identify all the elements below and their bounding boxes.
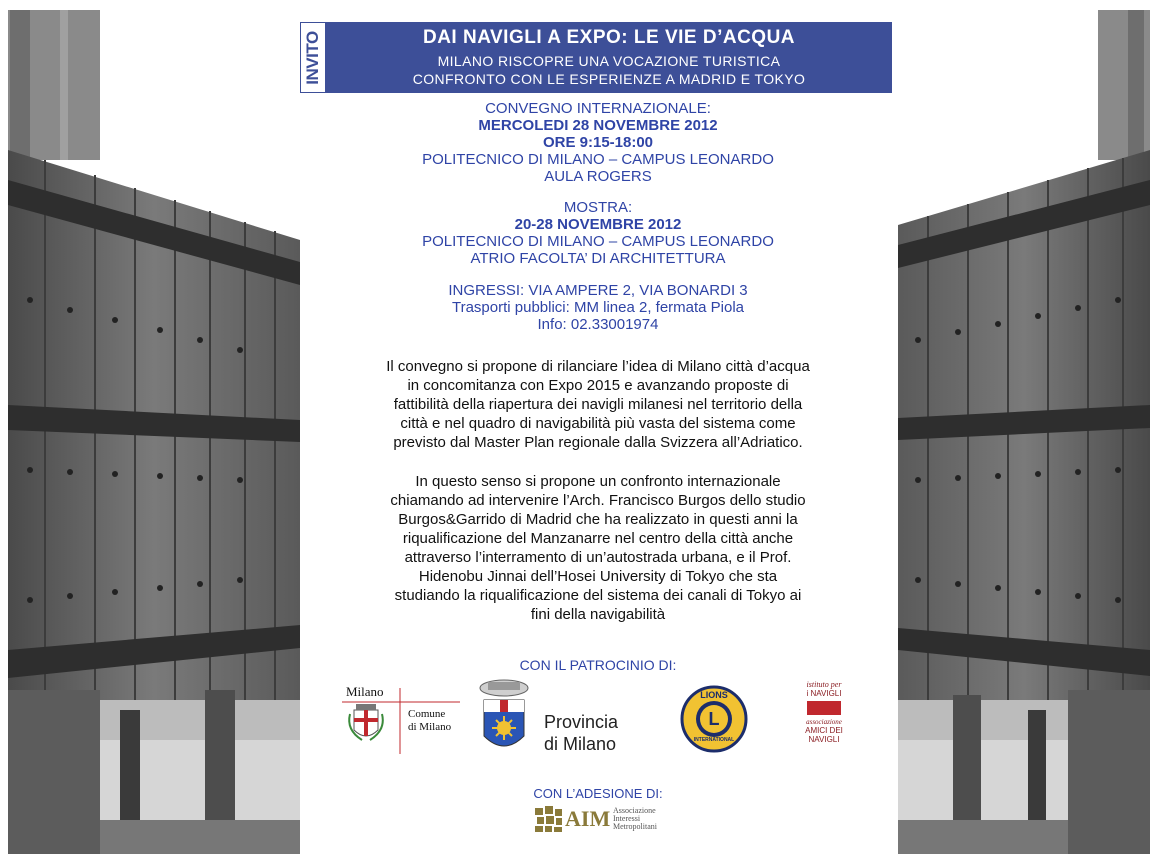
trasporti-text: Trasporti pubblici: MM linea 2, fermata Piola <box>451 299 745 316</box>
comune-line2: di Milano <box>408 721 452 733</box>
comune-line1: Comune <box>408 708 446 720</box>
paragraph-line: studiando la riqualificazione del sistema dei canali di Tokyo ai <box>394 587 802 604</box>
event-subtitle-2: CONFRONTO CON LE ESPERIENZE A MADRID E TOKYO <box>412 71 806 87</box>
header-banner <box>300 22 892 93</box>
invito-label: INVITO <box>303 30 322 85</box>
description-paragraph-2 <box>300 472 896 624</box>
paragraph-line: fini della navigabilità <box>530 606 666 623</box>
navigli-line5: NAVIGLI <box>808 735 840 744</box>
convegno-section <box>300 100 896 185</box>
left-gate-photo <box>0 0 300 854</box>
provincia-line1: Provincia <box>544 712 619 732</box>
mostra-heading: MOSTRA: <box>563 199 633 216</box>
aim-line1: Associazione <box>613 806 656 815</box>
lions-letter: L <box>708 709 720 729</box>
lions-bottom: INTERNATIONAL <box>693 737 735 743</box>
navigli-logo <box>796 680 852 756</box>
paragraph-line: fattibilità della riapertura dei navigli milanesi nel territorio della <box>393 396 803 413</box>
paragraph-line: Il convegno si propone di rilanciare l’idea di Milano città d’acqua <box>386 358 810 375</box>
mostra-date: 20-28 NOVEMBRE 2012 <box>514 216 682 233</box>
mostra-section <box>300 199 896 267</box>
convegno-time: ORE 9:15-18:00 <box>542 134 654 151</box>
right-gate-photo <box>898 0 1160 854</box>
event-title: DAI NAVIGLI A EXPO: LE VIE D’ACQUA <box>422 27 796 48</box>
aim-acronym: AIM <box>565 806 611 831</box>
aim-line2: Interessi <box>613 814 641 823</box>
lions-international-logo <box>676 684 752 754</box>
paragraph-line: attraverso l’interramento di un’autostrada urbana, e il Prof. <box>404 549 792 566</box>
provincia-line2: di Milano <box>544 734 617 754</box>
lions-top: LIONS <box>700 690 728 700</box>
paragraph-line: riqualificazione del Manzanarre nel centro della città anche <box>402 530 794 547</box>
description-paragraph-1 <box>300 357 896 452</box>
convegno-date: MERCOLEDI 28 NOVEMBRE 2012 <box>478 117 718 134</box>
convegno-heading: CONVEGNO INTERNAZIONALE: <box>485 100 711 117</box>
info-phone: Info: 02.33001974 <box>537 316 659 333</box>
paragraph-line: previsto dal Master Plan regionale dalla Svizzera all’Adriatico. <box>393 434 803 451</box>
paragraph-line: in concomitanza con Expo 2015 e avanzando proposte di <box>407 377 789 394</box>
navigli-line1: istituto per <box>806 680 842 689</box>
paragraph-line: città e nel quadro di navigabilità più vasta del sistema come <box>400 415 796 432</box>
adesione-heading: CON L’ADESIONE DI: <box>533 786 663 801</box>
comune-city: Milano <box>346 684 384 699</box>
aim-line3: Metropolitani <box>613 822 657 831</box>
paragraph-line: chiamando ad intervenire l’Arch. Francisco Burgos dello studio <box>390 492 806 509</box>
navigli-emblem <box>807 701 841 715</box>
invito-badge <box>300 22 326 93</box>
convegno-place: POLITECNICO DI MILANO – CAMPUS LEONARDO <box>422 151 774 168</box>
paragraph-line: In questo senso si propone un confronto internazionale <box>415 473 781 490</box>
mostra-place: POLITECNICO DI MILANO – CAMPUS LEONARDO <box>422 233 774 250</box>
ingressi-text: INGRESSI: VIA AMPERE 2, VIA BONARDI 3 <box>448 282 748 299</box>
paragraph-line: Hidenobu Jinnai dell’Hosei University di Tokyo che sta <box>418 568 778 585</box>
paragraph-line: Burgos&Garrido di Madrid che ha realizzato in questi anni la <box>398 511 798 528</box>
navigli-line2: i NAVIGLI <box>806 689 842 698</box>
provincia-milano-logo <box>474 678 644 760</box>
comune-milano-logo <box>342 684 462 754</box>
aim-logo <box>535 806 675 836</box>
event-subtitle-1: MILANO RISCOPRE UNA VOCAZIONE TURISTICA <box>437 53 781 69</box>
navigli-line3: associazione <box>806 718 842 726</box>
patrocinio-heading: CON IL PATROCINIO DI: <box>519 657 677 673</box>
navigli-line4: AMICI DEI <box>805 726 843 735</box>
convegno-room: AULA ROGERS <box>544 168 652 185</box>
info-section <box>300 282 896 333</box>
mostra-room: ATRIO FACOLTA’ DI ARCHITETTURA <box>470 250 726 267</box>
